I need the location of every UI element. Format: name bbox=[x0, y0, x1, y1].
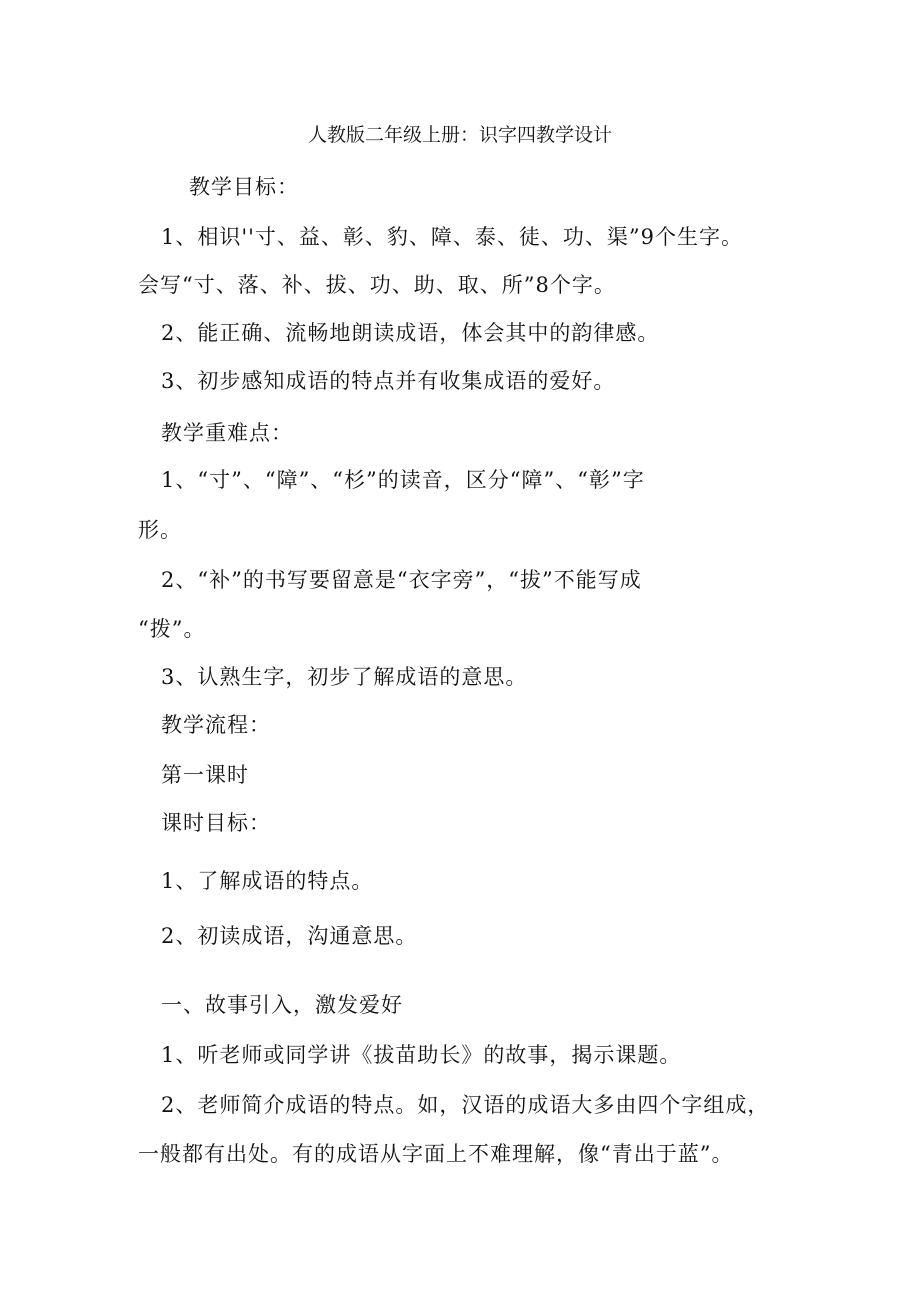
difficulty-1-line2: 形。 bbox=[138, 518, 182, 542]
document-title: 人教版二年级上册：识字四教学设计 bbox=[307, 124, 612, 146]
section-1-heading: 一、故事引入，激发爱好 bbox=[161, 993, 403, 1017]
step-1: 1、听老师或同学讲《拔苗助长》的故事，揭示课题。 bbox=[161, 1043, 682, 1067]
step-2-line2: 一般都有出处。有的成语从字面上不难理解，像“青出于蓝”。 bbox=[138, 1142, 734, 1166]
objective-2: 2、能正确、流畅地朗读成语，体会其中的韵律感。 bbox=[161, 321, 660, 345]
difficulties-heading: 教学重难点： bbox=[161, 421, 293, 445]
difficulty-2-line2: “拨”。 bbox=[138, 617, 206, 641]
objective-1-line1: 1、相识''寸、益、彰、豹、障、泰、徒、功、渠”9个生字。 bbox=[161, 225, 744, 249]
difficulty-3: 3、认熟生字，初步了解成语的意思。 bbox=[161, 665, 528, 689]
difficulty-2-line1: 2、“补”的书写要留意是“衣字旁”，“拔”不能写成 bbox=[161, 568, 642, 592]
process-heading: 教学流程： bbox=[161, 713, 271, 737]
lesson-objective-2: 2、初读成语，沟通意思。 bbox=[161, 924, 418, 948]
difficulty-1-line1: 1、“寸”、“障”、“杉”的读音，区分“障”、“彰”字 bbox=[161, 468, 645, 492]
lesson-1-heading: 第一课时 bbox=[161, 763, 249, 787]
objective-3: 3、初步感知成语的特点并有收集成语的爱好。 bbox=[161, 369, 616, 393]
lesson-objectives-heading: 课时目标： bbox=[161, 811, 271, 835]
objective-1-line2: 会写“寸、落、补、拔、功、助、取、所”8个字。 bbox=[138, 273, 616, 297]
step-2-line1: 2、老师简介成语的特点。如，汉语的成语大多由四个字组成， bbox=[161, 1093, 770, 1117]
lesson-objective-1: 1、了解成语的特点。 bbox=[161, 869, 374, 893]
objectives-heading: 教学目标： bbox=[189, 175, 299, 199]
